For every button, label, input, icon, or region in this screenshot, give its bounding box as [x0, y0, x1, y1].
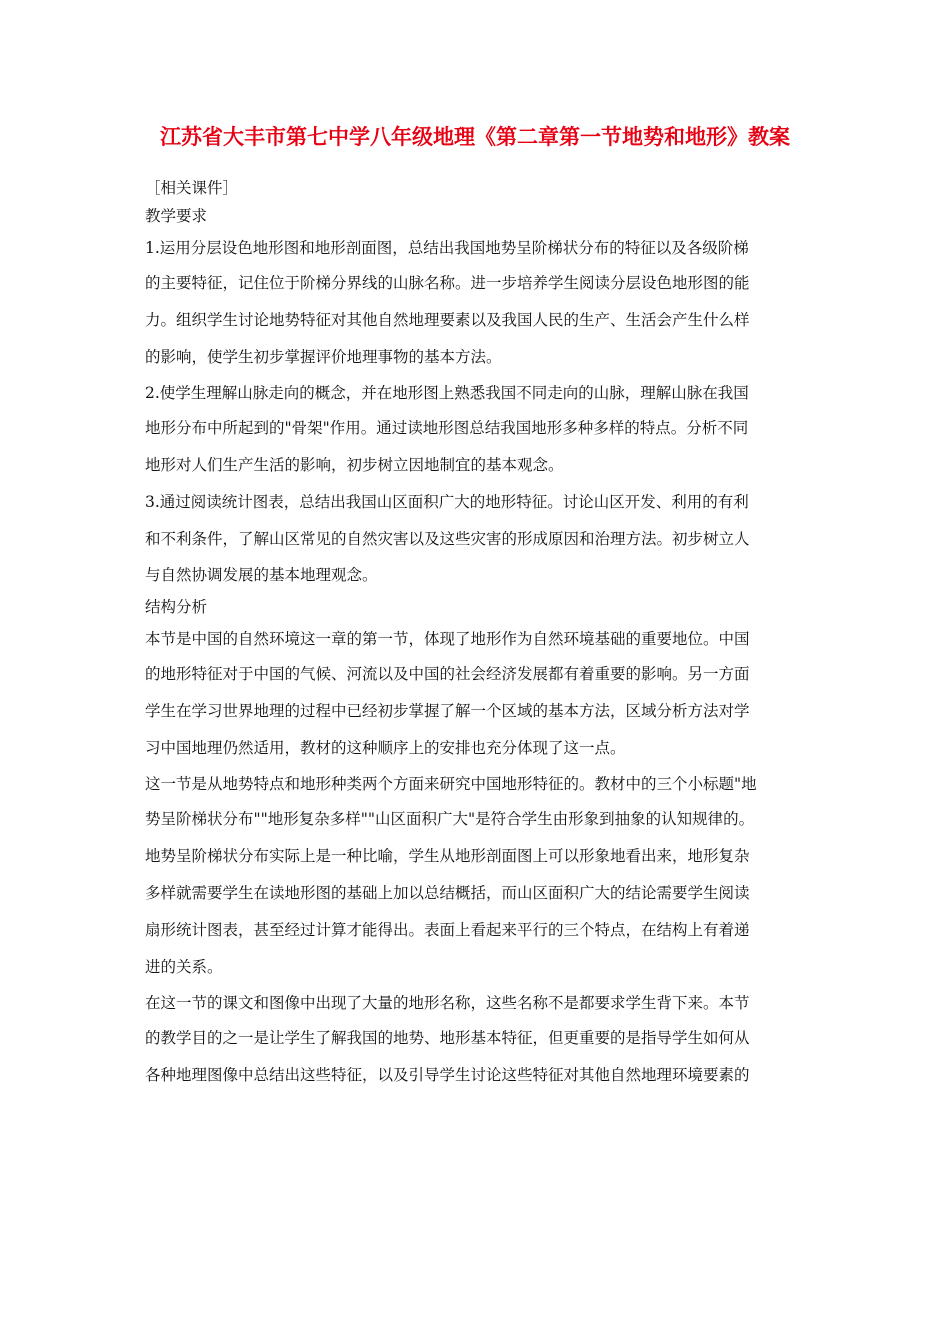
paragraph-line: 地势呈阶梯状分布实际上是一种比喻，学生从地形剖面图上可以形象地看出来，地形复杂	[145, 847, 750, 865]
paragraph-line: 2.使学生理解山脉走向的概念，并在地形图上熟悉我国不同走向的山脉，理解山脉在我国	[145, 384, 749, 402]
paragraph-line: 各种地理图像中总结出这些特征，以及引导学生讨论这些特征对其他自然地理环境要素的	[145, 1066, 750, 1084]
paragraph-line: 这一节是从地势特点和地形种类两个方面来研究中国地形特征的。教材中的三个小标题"地	[145, 775, 757, 793]
paragraph-line: 多样就需要学生在读地形图的基础上加以总结概括，而山区面积广大的结论需要学生阅读	[145, 884, 750, 902]
courseware-label: ［相关课件］	[145, 179, 239, 197]
paragraph-line: 本节是中国的自然环境这一章的第一节，体现了地形作为自然环境基础的重要地位。中国	[145, 630, 750, 648]
paragraph-line: 的主要特征，记住位于阶梯分界线的山脉名称。进一步培养学生阅读分层设色地形图的能	[145, 274, 750, 292]
paragraph-line: 扇形统计图表，甚至经过计算才能得出。表面上看起来平行的三个特点，在结构上有着递	[145, 921, 750, 939]
paragraph-line: 1.运用分层设色地形图和地形剖面图，总结出我国地势呈阶梯状分布的特征以及各级阶梯	[145, 239, 749, 257]
section-heading-requirements: 教学要求	[145, 207, 208, 225]
paragraph-line: 与自然协调发展的基本地理观念。	[145, 566, 378, 584]
paragraph-line: 3.通过阅读统计图表，总结出我国山区面积广大的地形特征。讨论山区开发、利用的有利	[145, 493, 749, 511]
paragraph-line: 习中国地理仍然适用，教材的这种顺序上的安排也充分体现了这一点。	[145, 739, 626, 757]
paragraph-line: 进的关系。	[145, 958, 223, 976]
document-body	[145, 175, 810, 1094]
paragraph-line: 在这一节的课文和图像中出现了大量的地形名称，这些名称不是都要求学生背下来。本节	[145, 994, 750, 1012]
paragraph-line: 的教学目的之一是让学生了解我国的地势、地形基本特征，但更重要的是指导学生如何从	[145, 1029, 750, 1047]
paragraph-line: 学生在学习世界地理的过程中已经初步掌握了解一个区域的基本方法，区域分析方法对学	[145, 702, 750, 720]
paragraph-line: 的地形特征对于中国的气候、河流以及中国的社会经济发展都有着重要的影响。另一方面	[145, 665, 750, 683]
paragraph-line: 地形对人们生产生活的影响，初步树立因地制宜的基本观念。	[145, 456, 564, 474]
document-title: 江苏省大丰市第七中学八年级地理《第二章第一节地势和地形》教案	[160, 125, 790, 149]
paragraph-line: 势呈阶梯状分布""地形复杂多样""山区面积广大"是符合学生由形象到抽象的认知规律的。	[145, 810, 755, 828]
paragraph-line: 力。组织学生讨论地势特征对其他自然地理要素以及我国人民的生产、生活会产生什么样	[145, 311, 750, 329]
paragraph-line: 和不利条件，了解山区常见的自然灾害以及这些灾害的形成原因和治理方法。初步树立人	[145, 530, 750, 548]
paragraph-line: 的影响，使学生初步掌握评价地理事物的基本方法。	[145, 348, 502, 366]
paragraph-line: 地形分布中所起到的"骨架"作用。通过读地形图总结我国地形多种多样的特点。分析不同	[145, 419, 749, 437]
section-heading-structure: 结构分析	[145, 598, 208, 616]
